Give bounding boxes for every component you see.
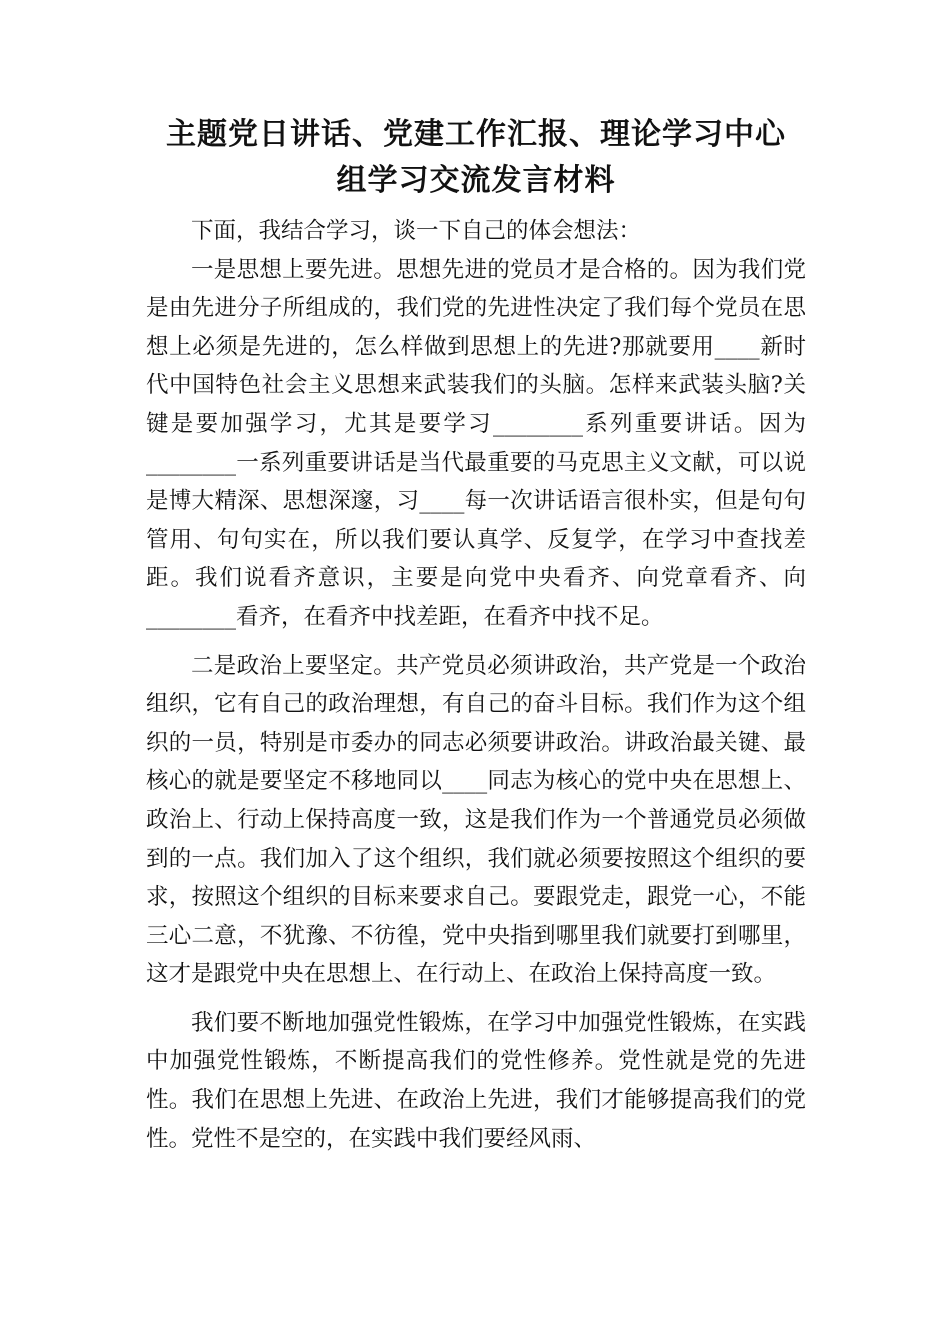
paragraph-political-firm: 二是政治上要坚定。共产党员必须讲政治，共产党是一个政治组织，它有自己的政治理想，有自己的奋斗目标。我们作为这个组织的一员，特别是市委办的同志必须要讲政治。讲政治最关键、最核心的就是要坚定不移地同以____同志为核心的党中央在思想上、政治上、行动上保持高度一致，这是我们作为一个普通党员必须做到的一点。我们加入了这个组织，我们就必须要按照这个组织的要求，按照这个组织的目标来要求自己。要跟党走，跟党一心，不能三心二意，不犹豫、不彷徨，党中央指到哪里我们就要打到哪里，这才是跟党中央在思想上、在行动上、在政治上保持高度一致。 xyxy=(146,652,806,988)
document-body xyxy=(146,212,806,1158)
paragraph-intro: 下面，我结合学习，谈一下自己的体会想法： xyxy=(191,218,642,244)
document-title xyxy=(146,112,806,204)
paragraph-party-spirit: 我们要不断地加强党性锻炼，在学习中加强党性锻炼，在实践中加强党性锻炼，不断提高我们的党性修养。党性就是党的先进性。我们在思想上先进、在政治上先进，我们才能够提高我们的党性。党性不是空的，在实践中我们要经风雨、 xyxy=(146,1009,806,1152)
paragraph-thought-advanced: 一是思想上要先进。思想先进的党员才是合格的。因为我们党是由先进分子所组成的，我们党的先进性决定了我们每个党员在思想上必须是先进的，怎么样做到思想上的先进?那就要用____新时代中国特色社会主义思想来武装我们的头脑。怎样来武装头脑?关键是要加强学习，尤其是要学习________系列重要讲话。因为________一系列重要讲话是当代最重要的马克思主义文献，可以说是博大精深、思想深邃，习____每一次讲话语言很朴实，但是句句管用、句句实在，所以我们要认真学、反复学，在学习中查找差距。我们说看齐意识，主要是向党中央看齐、向党章看齐、向________看齐，在看齐中找差距，在看齐中找不足。 xyxy=(146,256,806,630)
title-line-1: 主题党日讲话、党建工作汇报、理论学习中心 xyxy=(166,117,786,152)
title-line-2: 组学习交流发言材料 xyxy=(336,163,616,198)
document-page xyxy=(146,112,806,1158)
